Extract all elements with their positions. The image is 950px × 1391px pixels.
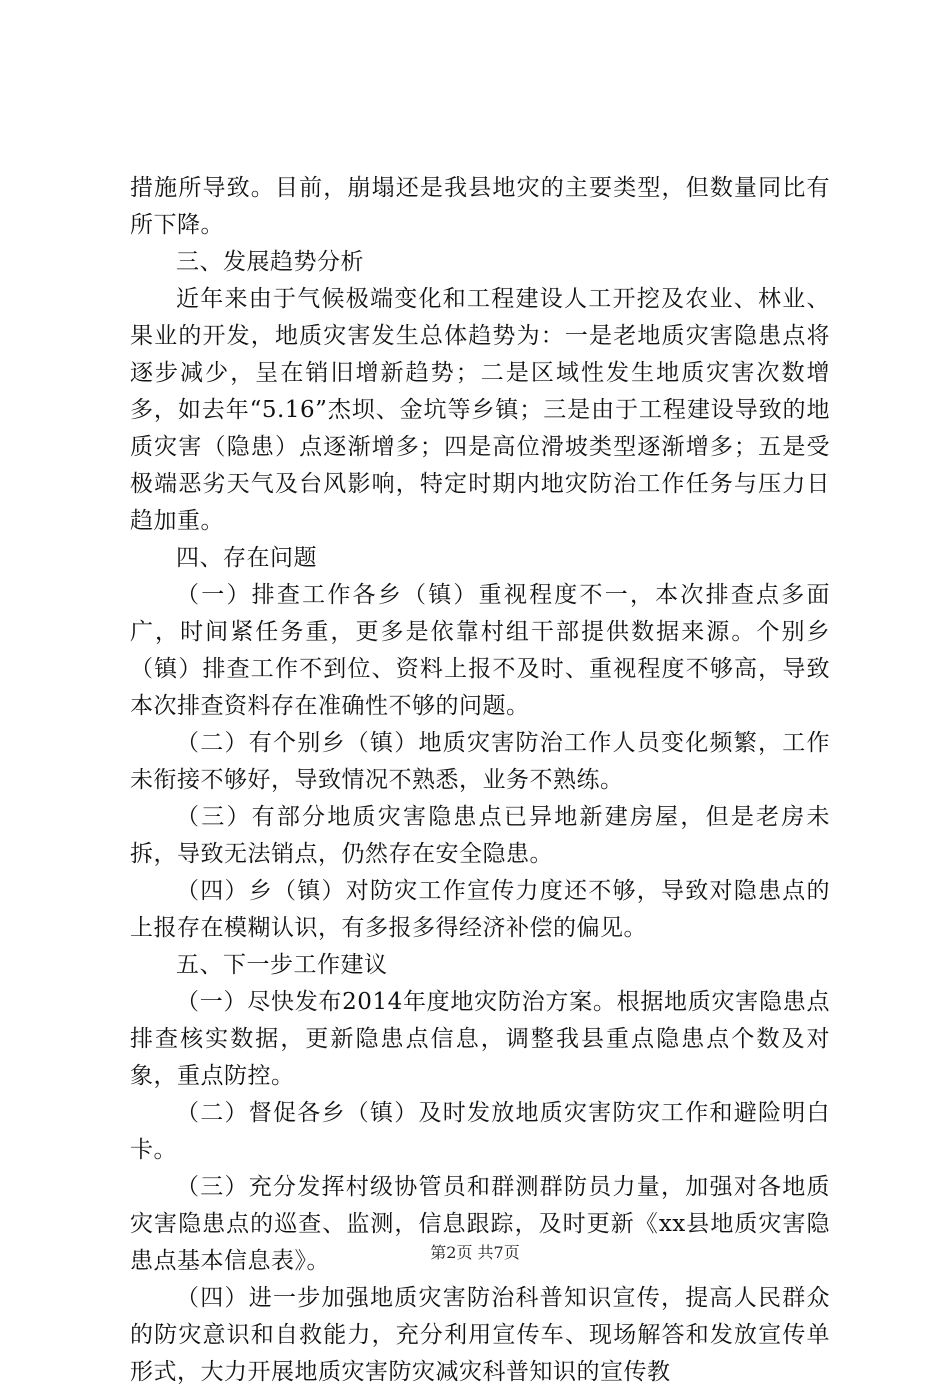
- page-footer: 第2页 共7页: [430, 1243, 520, 1262]
- paragraph-continued: 措施所导致。目前，崩塌还是我县地灾的主要类型，但数量同比有所下降。: [130, 175, 830, 238]
- paragraph-problem-3: （三）有部分地质灾害隐患点已异地新建房屋，但是老房未拆，导致无法销点，仍然存在安全隐患。: [130, 804, 830, 867]
- section-heading-trend: 三、发展趋势分析: [176, 249, 364, 275]
- paragraph-problem-4: （四）乡（镇）对防灾工作宣传力度还不够，导致对隐患点的上报存在模糊认识，有多报多得经济补偿的偏见。: [130, 878, 830, 941]
- paragraph-problem-2: （二）有个别乡（镇）地质灾害防治工作人员变化频繁，工作未衔接不够好，导致情况不熟悉，业务不熟练。: [130, 730, 830, 793]
- paragraph-suggestion-3: （三）充分发挥村级协管员和群测群防员力量，加强对各地质灾害隐患点的巡查、监测，信息跟踪，及时更新《xx县地质灾害隐患点基本信息表》。: [130, 1174, 830, 1274]
- section-heading-suggestions: 五、下一步工作建议: [176, 952, 388, 978]
- paragraph-problem-1: （一）排查工作各乡（镇）重视程度不一，本次排查点多面广，时间紧任务重，更多是依靠村组干部提供数据来源。个别乡（镇）排查工作不到位、资料上报不及时、重视程度不够高，导致本次排查资料存在准确性不够的问题。: [130, 582, 830, 719]
- paragraph-suggestion-4: （四）进一步加强地质灾害防治科普知识宣传，提高人民群众的防灾意识和自救能力，充分利用宣传车、现场解答和发放宣传单形式，大力开展地质灾害防灾减灾科普知识的宣传教: [130, 1285, 830, 1385]
- paragraph-suggestion-1: （一）尽快发布2014年度地灾防治方案。根据地质灾害隐患点排查核实数据，更新隐患点信息，调整我县重点隐患点个数及对象，重点防控。: [130, 989, 830, 1089]
- section-heading-problems: 四、存在问题: [176, 545, 317, 571]
- paragraph-suggestion-2: （二）督促各乡（镇）及时发放地质灾害防灾工作和避险明白卡。: [130, 1100, 830, 1163]
- document-body: [130, 170, 830, 1391]
- paragraph-trend: 近年来由于气候极端变化和工程建设人工开挖及农业、林业、果业的开发，地质灾害发生总体趋势为：一是老地质灾害隐患点将逐步减少，呈在销旧增新趋势；二是区域性发生地质灾害次数增多，如去年“5.16”杰坝、金坑等乡镇；三是由于工程建设导致的地质灾害（隐患）点逐渐增多；四是高位滑坡类型逐渐增多；五是受极端恶劣天气及台风影响，特定时期内地灾防治工作任务与压力日趋加重。: [130, 286, 830, 534]
